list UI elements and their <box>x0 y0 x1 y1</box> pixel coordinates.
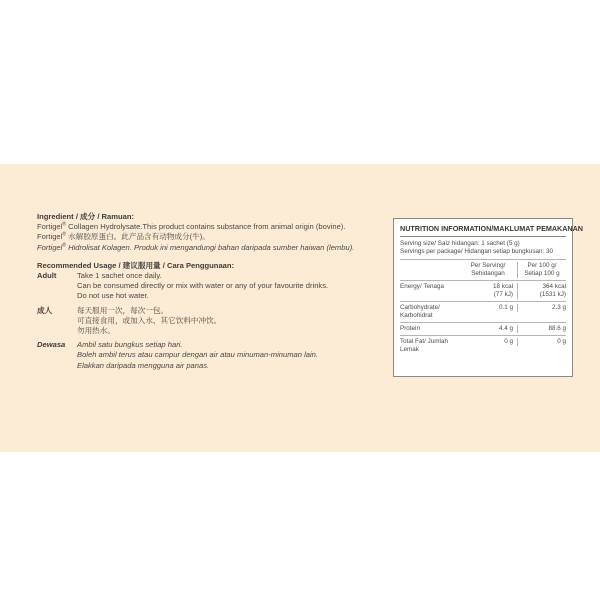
ingredient-line-en <box>37 222 377 232</box>
nutrient-value: 0 g <box>517 338 566 346</box>
ingredient-heading: Ingredient / 成分 / Ramuan: <box>37 212 135 221</box>
nutrient-value: 0 g <box>504 338 513 345</box>
usage-line: Ambil satu bungkus setiap hari. <box>77 340 183 350</box>
usage-line: 勿用热水。 <box>77 326 115 336</box>
brand-name: Fortigel <box>37 232 63 242</box>
ingredient-text: Collagen Hydrolysate.This product contains substance from animal origin (bovine). <box>66 222 346 232</box>
usage-adult <box>37 271 377 302</box>
usage-line: Take 1 sachet once daily. <box>77 271 162 281</box>
usage-label: Dewasa <box>37 340 66 350</box>
col-per-100g: Setiap 100 g <box>524 270 560 277</box>
registered-mark: ® <box>62 221 67 228</box>
usage-label: 成人 <box>37 305 53 315</box>
nutrient-value: 2.3 g <box>517 304 566 312</box>
nutrition-row-fat <box>400 336 566 356</box>
nutrient-label: Total Fat/ Jumlah Lemak <box>400 338 448 353</box>
nutrient-value: (77 kJ) <box>493 291 513 298</box>
usage-heading: Recommended Usage / 建议服用量 / Cara Penggunaan: <box>37 260 235 270</box>
nutrient-value: 0.1 g <box>498 304 513 311</box>
nutrition-row-carbohydrate <box>400 302 566 323</box>
nutrient-label: Carbohydrate/ Karbohidrat <box>400 304 440 319</box>
brand-name: Fortigel <box>37 222 63 232</box>
nutrient-value: 88.6 g <box>517 325 566 333</box>
nutrition-title: NUTRITION INFORMATION/MAKLUMAT PEMAKANAN <box>400 225 566 237</box>
serving-size: Serving size/ Saiz hidangan: 1 sachet (5 g) <box>400 240 520 247</box>
nutrient-value: 4.4 g <box>498 325 513 332</box>
ingredient-line-zh <box>37 232 377 242</box>
nutrient-value: (1531 kJ) <box>539 291 566 298</box>
usage-chinese <box>37 306 377 337</box>
nutrient-label: Protein <box>400 325 420 332</box>
usage-line: 每天服用一次，每次一包。 <box>77 305 169 315</box>
usage-line: Do not use hot water. <box>77 291 149 301</box>
registered-mark: ® <box>62 231 67 238</box>
nutrient-value: 364 kcal <box>542 283 566 290</box>
usage-line: Boleh ambil terus atau campur dengan air atau minuman-minuman lain. <box>77 350 319 360</box>
registered-mark: ® <box>62 242 67 249</box>
ingredient-line-ms <box>37 243 377 253</box>
col-per-100g: Per 100 g/ <box>527 262 557 269</box>
usage-malay <box>37 340 377 371</box>
nutrition-column-headers <box>400 260 566 281</box>
ingredient-text: 水解胶原蛋白。此产品含有动物成分(牛)。 <box>66 232 210 242</box>
nutrition-row-protein <box>400 323 566 336</box>
col-per-serving: Per Serving/ <box>470 262 506 269</box>
usage-line: Can be consumed directly or mix with water or any of your favourite drinks. <box>77 281 329 291</box>
product-info-panel <box>0 164 600 452</box>
usage-line: Elakkan daripada mengguna air panas. <box>77 360 210 370</box>
nutrition-row-energy <box>400 281 566 302</box>
usage-label: Adult <box>37 271 57 281</box>
brand-name: Fortigel <box>37 242 63 252</box>
usage-line: 可直接食用，或加入水、其它饮料中冲饮。 <box>77 315 222 325</box>
nutrient-value: 18 kcal <box>493 283 513 290</box>
ingredient-text: Hidrolisat Kolagen. Produk ini mengandungi bahan daripada sumber haiwan (lembu). <box>66 242 355 252</box>
servings-per-package: Servings per package/ Hidangan setiap bungkusan: 30 <box>400 248 566 260</box>
col-per-serving: Sehidangan <box>471 270 505 277</box>
ingredient-usage-section <box>37 212 377 371</box>
nutrient-label: Energy/ Tenaga <box>400 283 444 290</box>
nutrition-table <box>393 218 583 377</box>
